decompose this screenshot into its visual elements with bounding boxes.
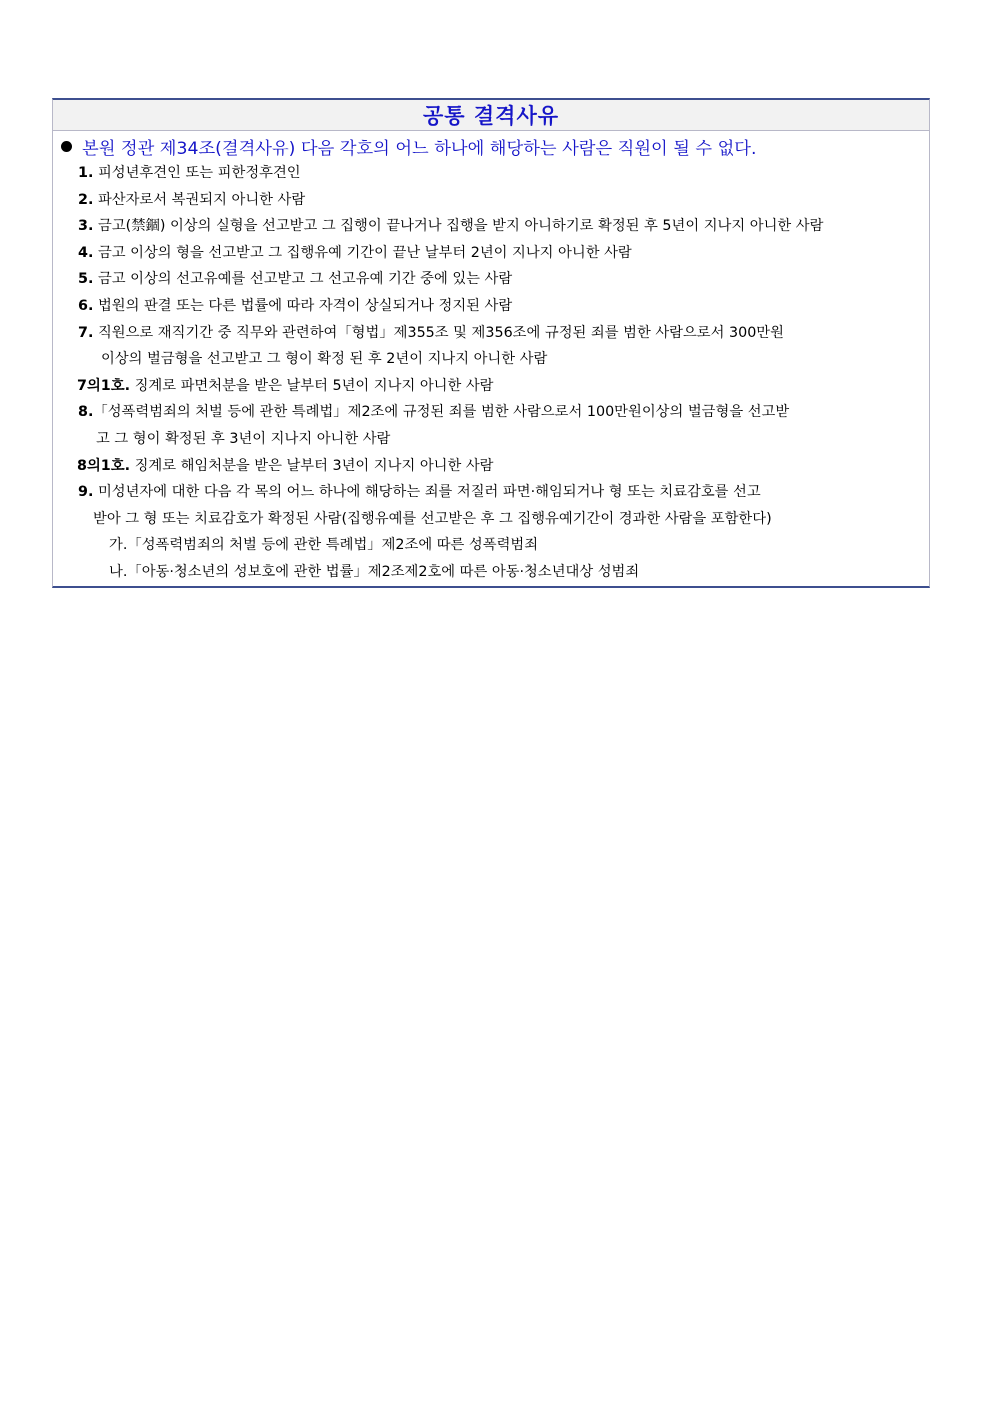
item-number: 9. — [78, 484, 94, 501]
item-number: 7. — [78, 324, 94, 341]
disqualification-box — [52, 98, 930, 588]
item-text: 금고 이상의 형을 선고받고 그 집행유예 기간이 끝난 날부터 2년이 지나지 아니한 사람 — [93, 244, 632, 261]
item-text: 이상의 벌금형을 선고받고 그 형이 확정 된 후 2년이 지나지 아니한 사람 — [101, 351, 548, 368]
item-text: 징계로 파면처분을 받은 날부터 5년이 지나지 아니한 사람 — [130, 377, 494, 394]
page-title: 공통 결격사유 — [422, 104, 560, 128]
item-number: 8의1호. — [77, 457, 131, 474]
item-text: 미성년자에 대한 다음 각 목의 어느 하나에 해당하는 죄를 저질러 파면·해임되거나 형 또는 치료감호를 선고 — [93, 484, 761, 501]
intro-line — [53, 133, 929, 160]
bullet-icon — [61, 141, 72, 152]
item-number: 4. — [78, 244, 94, 261]
item-text: 징계로 해임처분을 받은 날부터 3년이 지나지 아니한 사람 — [130, 457, 494, 474]
item-text: 금고 이상의 선고유예를 선고받고 그 선고유예 기간 중에 있는 사람 — [93, 271, 513, 288]
item-text: 법원의 판결 또는 다른 법률에 따라 자격이 상실되거나 정지된 사람 — [93, 297, 513, 314]
item-text: 고 그 형이 확정된 후 3년이 지나지 아니한 사람 — [96, 430, 391, 447]
sub-item-text: 나.「아동·청소년의 성보호에 관한 법률」제2조제2호에 따른 아동·청소년대상 성범죄 — [109, 563, 640, 580]
sub-item-ga — [53, 532, 929, 559]
list-item-9 — [53, 479, 929, 506]
item-number: 8. — [78, 404, 94, 421]
list-item-2 — [53, 187, 929, 214]
list-item-8-1 — [53, 453, 929, 480]
title-row — [53, 100, 929, 131]
item-number: 7의1호. — [77, 377, 131, 394]
content-body — [53, 131, 929, 586]
item-text: 직원으로 재직기간 중 직무와 관련하여「형법」제355조 및 제356조에 규정된 죄를 범한 사람으로서 300만원 — [93, 324, 784, 341]
item-number: 1. — [78, 165, 94, 181]
item-number: 6. — [78, 297, 94, 314]
list-item-7-continuation — [53, 346, 929, 373]
item-text: 금고(禁錮) 이상의 실형을 선고받고 그 집행이 끝나거나 집행을 받지 아니하기로 확정된 후 5년이 지나지 아니한 사람 — [93, 218, 824, 235]
sub-item-na — [53, 559, 929, 586]
item-text: 피성년후견인 또는 피한정후견인 — [93, 165, 301, 181]
intro-text: 본원 정관 제34조(결격사유) 다음 각호의 어느 하나에 해당하는 사람은 직원이 될 수 없다. — [82, 139, 757, 159]
list-item-8-continuation — [53, 426, 929, 453]
list-item-3 — [53, 213, 929, 240]
sub-item-text: 가.「성폭력범죄의 처벌 등에 관한 특례법」제2조에 따른 성폭력범죄 — [109, 537, 539, 554]
list-item-1 — [53, 160, 929, 187]
list-item-9-continuation — [53, 506, 929, 533]
list-item-4 — [53, 240, 929, 267]
item-number: 3. — [78, 218, 94, 235]
list-item-8 — [53, 399, 929, 426]
item-text: 받아 그 형 또는 치료감호가 확정된 사람(집행유예를 선고받은 후 그 집행유예기간이 경과한 사람을 포함한다) — [93, 510, 772, 527]
item-number: 2. — [78, 191, 94, 208]
list-item-7-1 — [53, 373, 929, 400]
list-item-5 — [53, 266, 929, 293]
item-text: 파산자로서 복권되지 아니한 사람 — [93, 191, 306, 208]
item-text: 「성폭력범죄의 처벌 등에 관한 특례법」제2조에 규정된 죄를 범한 사람으로서 100만원이상의 벌금형을 선고받 — [93, 404, 790, 421]
list-item-6 — [53, 293, 929, 320]
item-number: 5. — [78, 271, 94, 288]
list-item-7 — [53, 320, 929, 347]
